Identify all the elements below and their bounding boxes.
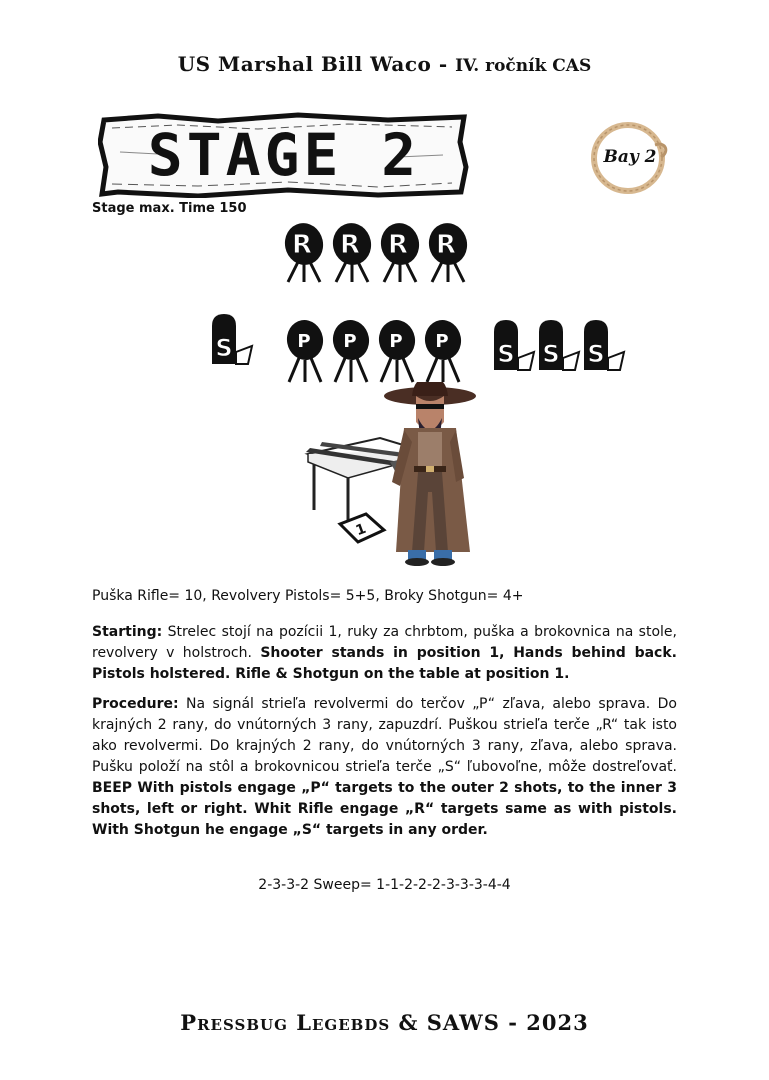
procedure-label: Procedure: bbox=[92, 696, 179, 712]
pistol-target bbox=[375, 318, 419, 384]
position-label: 1 bbox=[353, 520, 369, 540]
procedure-paragraph bbox=[92, 694, 677, 841]
round-count: Puška Rifle= 10, Revolvery Pistols= 5+5, Broky Shotgun= 4+ bbox=[92, 588, 524, 604]
shotgun-target bbox=[535, 318, 583, 374]
cowboy-icon bbox=[384, 382, 476, 566]
starting-label: Starting: bbox=[92, 624, 163, 640]
rifle-target bbox=[282, 222, 326, 284]
shotgun-target bbox=[490, 318, 538, 374]
pistol-target bbox=[421, 318, 465, 384]
page-header bbox=[0, 52, 769, 76]
rifle-target-label: R bbox=[387, 230, 409, 260]
rifle-target bbox=[330, 222, 374, 284]
procedure-sk: Na signál strieľa revolvermi do terčov „P“ zľava, alebo sprava. Do krajných 2 rany, do vnútorných 3 rany, zapuzdrí. Puškou strieľa terče „R“ tak isto ako revolvermi. Do krajných 2 rany, do vnútorných 3 rany, zľava, alebo sprava. Pušku položí na stôl a brokovnicou strieľa terče „S“ ľubovoľne, môže dostreľovať. bbox=[92, 696, 677, 775]
shotgun-target-label: S bbox=[542, 340, 560, 368]
header-title-sub: IV. ročník CAS bbox=[455, 56, 592, 76]
shotgun-target bbox=[580, 318, 628, 374]
pistol-target-label: P bbox=[297, 331, 311, 352]
shotgun-target-label: S bbox=[215, 334, 233, 362]
page-footer: Pressbug Legebds & SAWS - 2023 bbox=[180, 1010, 589, 1035]
starting-en: Shooter stands in position 1, Hands behind back. Pistols holstered. Rifle & Shotgun on the table at position 1. bbox=[92, 645, 677, 682]
pistol-target bbox=[329, 318, 373, 384]
starting-sk: Strelec stojí na pozícii 1, ruky za chrbtom, puška a brokovnica na stole, revolvery v holstroch. bbox=[92, 624, 677, 661]
sweep-sequence: 2-3-3-2 Sweep= 1-1-2-2-2-3-3-3-4-4 bbox=[258, 877, 511, 893]
procedure-en: BEEP With pistols engage „P“ targets to the outer 2 shots, to the inner 3 shots, left or right. Whit Rifle engage „R“ targets same as with pistols. With Shotgun he engage „S“ targets in any order. bbox=[92, 780, 677, 838]
rifle-target-label: R bbox=[291, 230, 313, 260]
stage-max-time: Stage max. Time 150 bbox=[92, 201, 247, 216]
pistol-target-label: P bbox=[435, 331, 449, 352]
shotgun-target-label: S bbox=[497, 340, 515, 368]
header-title-main: US Marshal Bill Waco bbox=[177, 52, 432, 76]
bay-label: Bay 2 bbox=[603, 147, 657, 167]
pistol-target bbox=[283, 318, 327, 384]
header-title-dash: - bbox=[431, 52, 456, 76]
rifle-target bbox=[378, 222, 422, 284]
shooter-scene bbox=[300, 382, 500, 577]
shotgun-target-label: S bbox=[587, 340, 605, 368]
shotgun-target bbox=[208, 312, 256, 368]
pistol-target-label: P bbox=[389, 331, 403, 352]
rifle-target bbox=[426, 222, 470, 284]
rifle-target-label: R bbox=[435, 230, 457, 260]
stage-title: STAGE 2 bbox=[147, 121, 421, 189]
pistol-target-label: P bbox=[343, 331, 357, 352]
rifle-target-label: R bbox=[339, 230, 361, 260]
starting-paragraph bbox=[92, 622, 677, 685]
